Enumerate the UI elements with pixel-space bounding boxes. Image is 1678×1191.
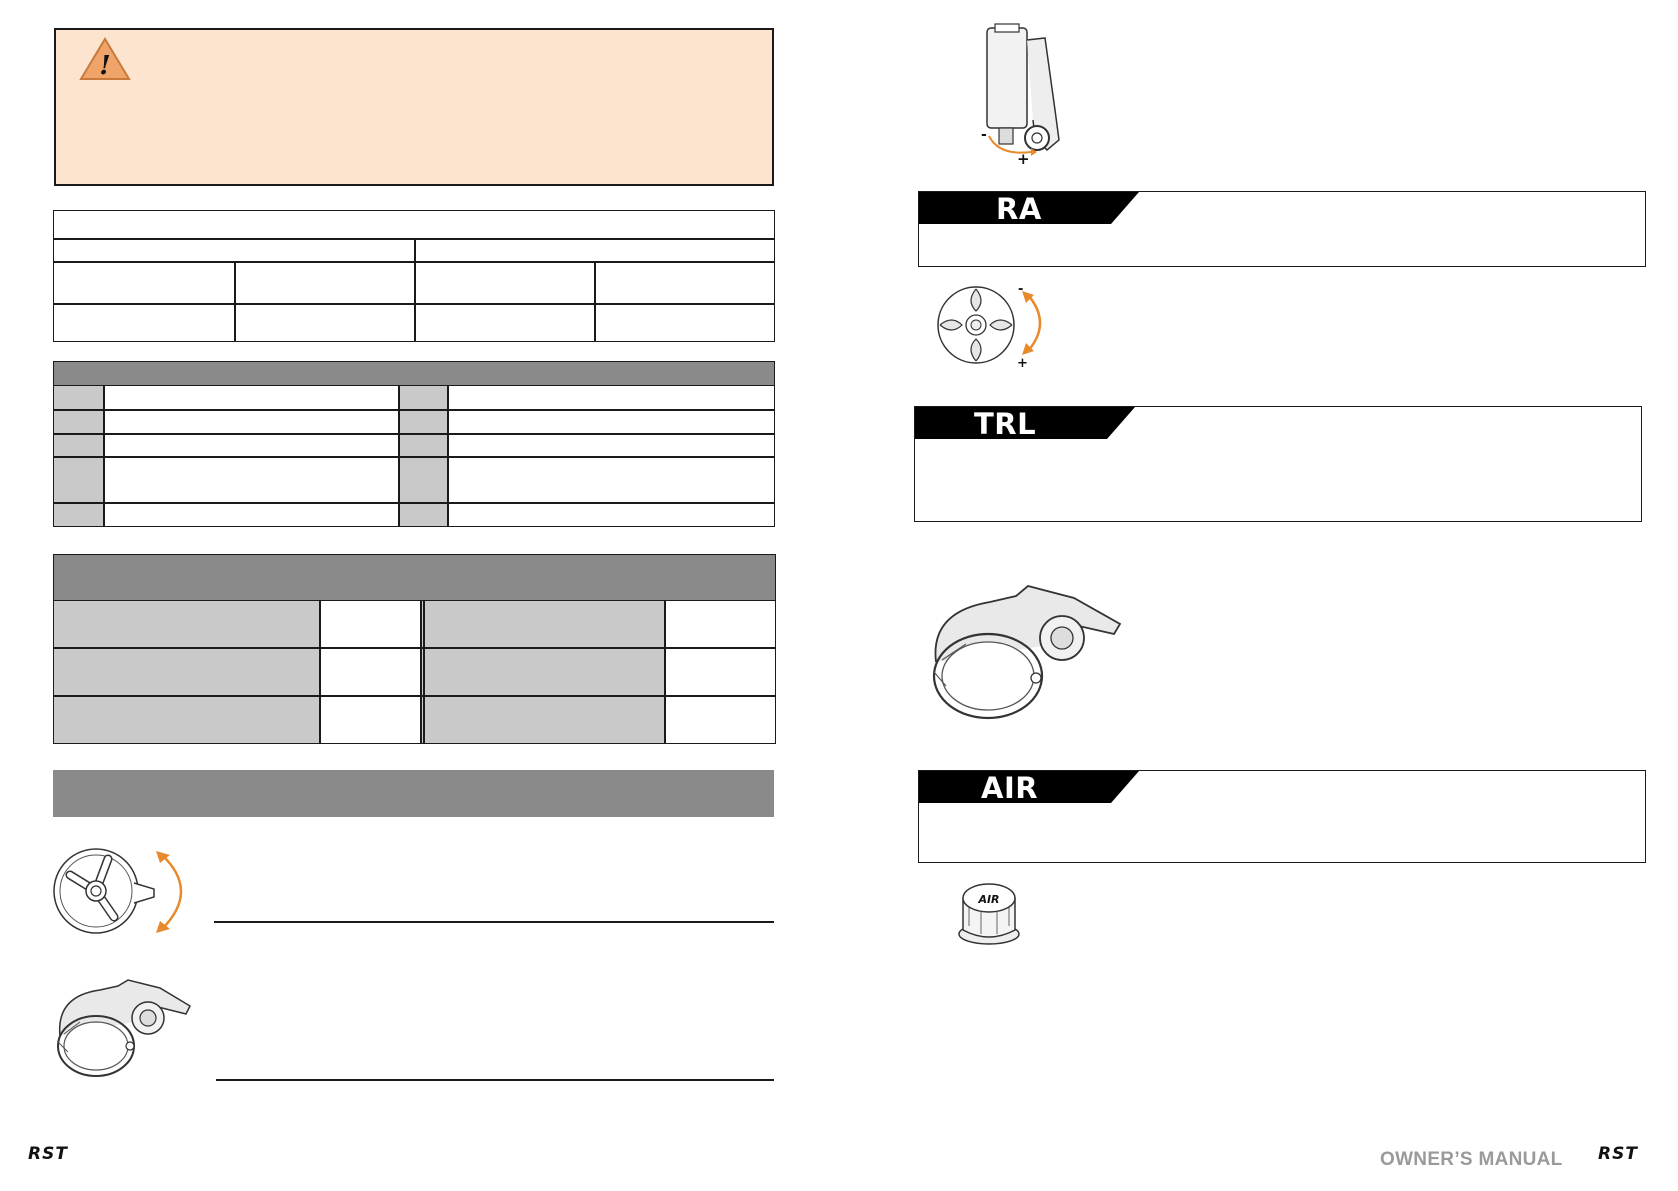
ra-section-label: RA [996, 192, 1042, 226]
spec-table-2 [53, 361, 775, 527]
divider-line [216, 1079, 774, 1081]
divider-line [214, 921, 774, 923]
ra-section-box [918, 191, 1646, 267]
trl-remote-lever-diagram [924, 582, 1148, 724]
table-header [54, 555, 775, 601]
ra-knob-diagram [934, 283, 1054, 368]
minus-label: - [1018, 283, 1024, 297]
spec-table-3 [53, 554, 776, 744]
warning-triangle-icon [78, 36, 132, 82]
remote-lever-diagram [50, 976, 210, 1081]
table-header [54, 362, 774, 386]
plus-label: + [1017, 356, 1028, 368]
minus-label: - [981, 127, 987, 143]
rebound-knob-diagram [50, 845, 200, 939]
air-section-label: AIR [981, 771, 1039, 805]
trl-section-label: TRL [974, 407, 1037, 441]
cartridge-adjuster-diagram [975, 20, 1070, 165]
svg-text:!: ! [99, 51, 111, 81]
air-cap-label: AIR [978, 893, 1000, 906]
air-section-box [918, 770, 1646, 863]
warning-box [54, 28, 774, 186]
owners-manual-title: OWNER’S MANUAL [1380, 1149, 1563, 1170]
trl-section-box [914, 406, 1642, 522]
spec-table-1 [53, 210, 775, 342]
rst-logo-left: RST [28, 1144, 68, 1164]
plus-label: + [1017, 150, 1030, 165]
air-cap-diagram [955, 878, 1023, 948]
section-header-bar [53, 770, 774, 817]
rst-logo-right: RST [1598, 1144, 1638, 1164]
